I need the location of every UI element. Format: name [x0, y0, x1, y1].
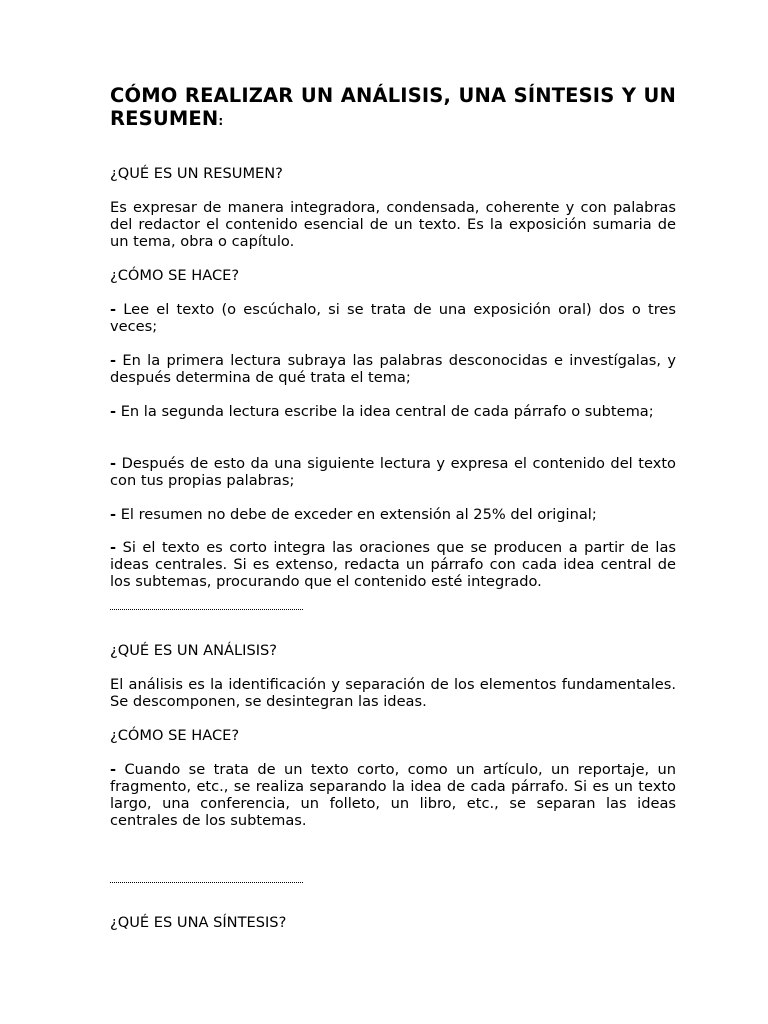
- resumen-step-4: [110, 455, 676, 489]
- bullet-dash: -: [110, 539, 117, 556]
- resumen-step-3-text: En la segunda lectura escribe la idea central de cada párrafo o subtema;: [116, 403, 654, 420]
- resumen-step-4-text: Después de esto da una siguiente lectura y expresa el contenido del texto con tus propias palabras;: [110, 455, 676, 489]
- bullet-dash: -: [110, 301, 117, 318]
- document-title-colon: :: [218, 114, 224, 128]
- resumen-step-1-text: Lee el texto (o escúchalo, si se trata de una exposición oral) dos o tres veces;: [110, 301, 676, 335]
- resumen-step-1: [110, 301, 676, 335]
- document-page: [110, 0, 676, 1024]
- analisis-definition: El análisis es la identificación y separación de los elementos fundamentales. Se descomponen, se desintegran las ideas.: [110, 676, 676, 710]
- resumen-how-heading: ¿CÓMO SE HACE?: [110, 267, 240, 284]
- analisis-heading: ¿QUÉ ES UN ANÁLISIS?: [110, 642, 278, 659]
- sintesis-heading: ¿QUÉ ES UNA SÍNTESIS?: [110, 914, 287, 931]
- document-title: [110, 84, 676, 133]
- resumen-step-3: [110, 403, 676, 420]
- document-title-text: CÓMO REALIZAR UN ANÁLISIS, UNA SÍNTESIS Y UN RESUMEN: [110, 84, 676, 130]
- analisis-how-heading: ¿CÓMO SE HACE?: [110, 727, 240, 744]
- dotted-separator: [110, 609, 303, 610]
- bullet-dash: -: [110, 403, 117, 420]
- resumen-step-2: [110, 352, 676, 386]
- resumen-step-5-text: El resumen no debe de exceder en extensión al 25% del original;: [116, 506, 597, 523]
- analisis-step-1-text: Cuando se trata de un texto corto, como un artículo, un reportaje, un fragmento, etc., se realiza separando la idea de cada párrafo. Si es un texto largo, una conferencia, un folleto, un libro, etc., se separan las ideas centrales de los subtemas.: [110, 761, 676, 829]
- resumen-definition: Es expresar de manera integradora, condensada, coherente y con palabras del redactor el contenido esencial de un texto. Es la exposición sumaria de un tema, obra o capítulo.: [110, 199, 676, 250]
- resumen-heading: ¿QUÉ ES UN RESUMEN?: [110, 165, 283, 182]
- resumen-step-2-text: En la primera lectura subraya las palabras desconocidas e investígalas, y después determina de qué trata el tema;: [110, 352, 676, 386]
- resumen-step-5: [110, 506, 676, 523]
- analisis-step-1: [110, 761, 676, 829]
- resumen-step-6-text: Si el texto es corto integra las oraciones que se producen a partir de las ideas centrales. Si es extenso, redacta un párrafo con cada idea central de los subtemas, procurando que el contenido esté integrado.: [110, 539, 676, 590]
- bullet-dash: -: [110, 352, 117, 369]
- dotted-separator: [110, 882, 303, 883]
- bullet-dash: -: [110, 761, 117, 778]
- bullet-dash: -: [110, 506, 117, 523]
- resumen-step-6: [110, 539, 676, 590]
- bullet-dash: -: [110, 455, 117, 472]
